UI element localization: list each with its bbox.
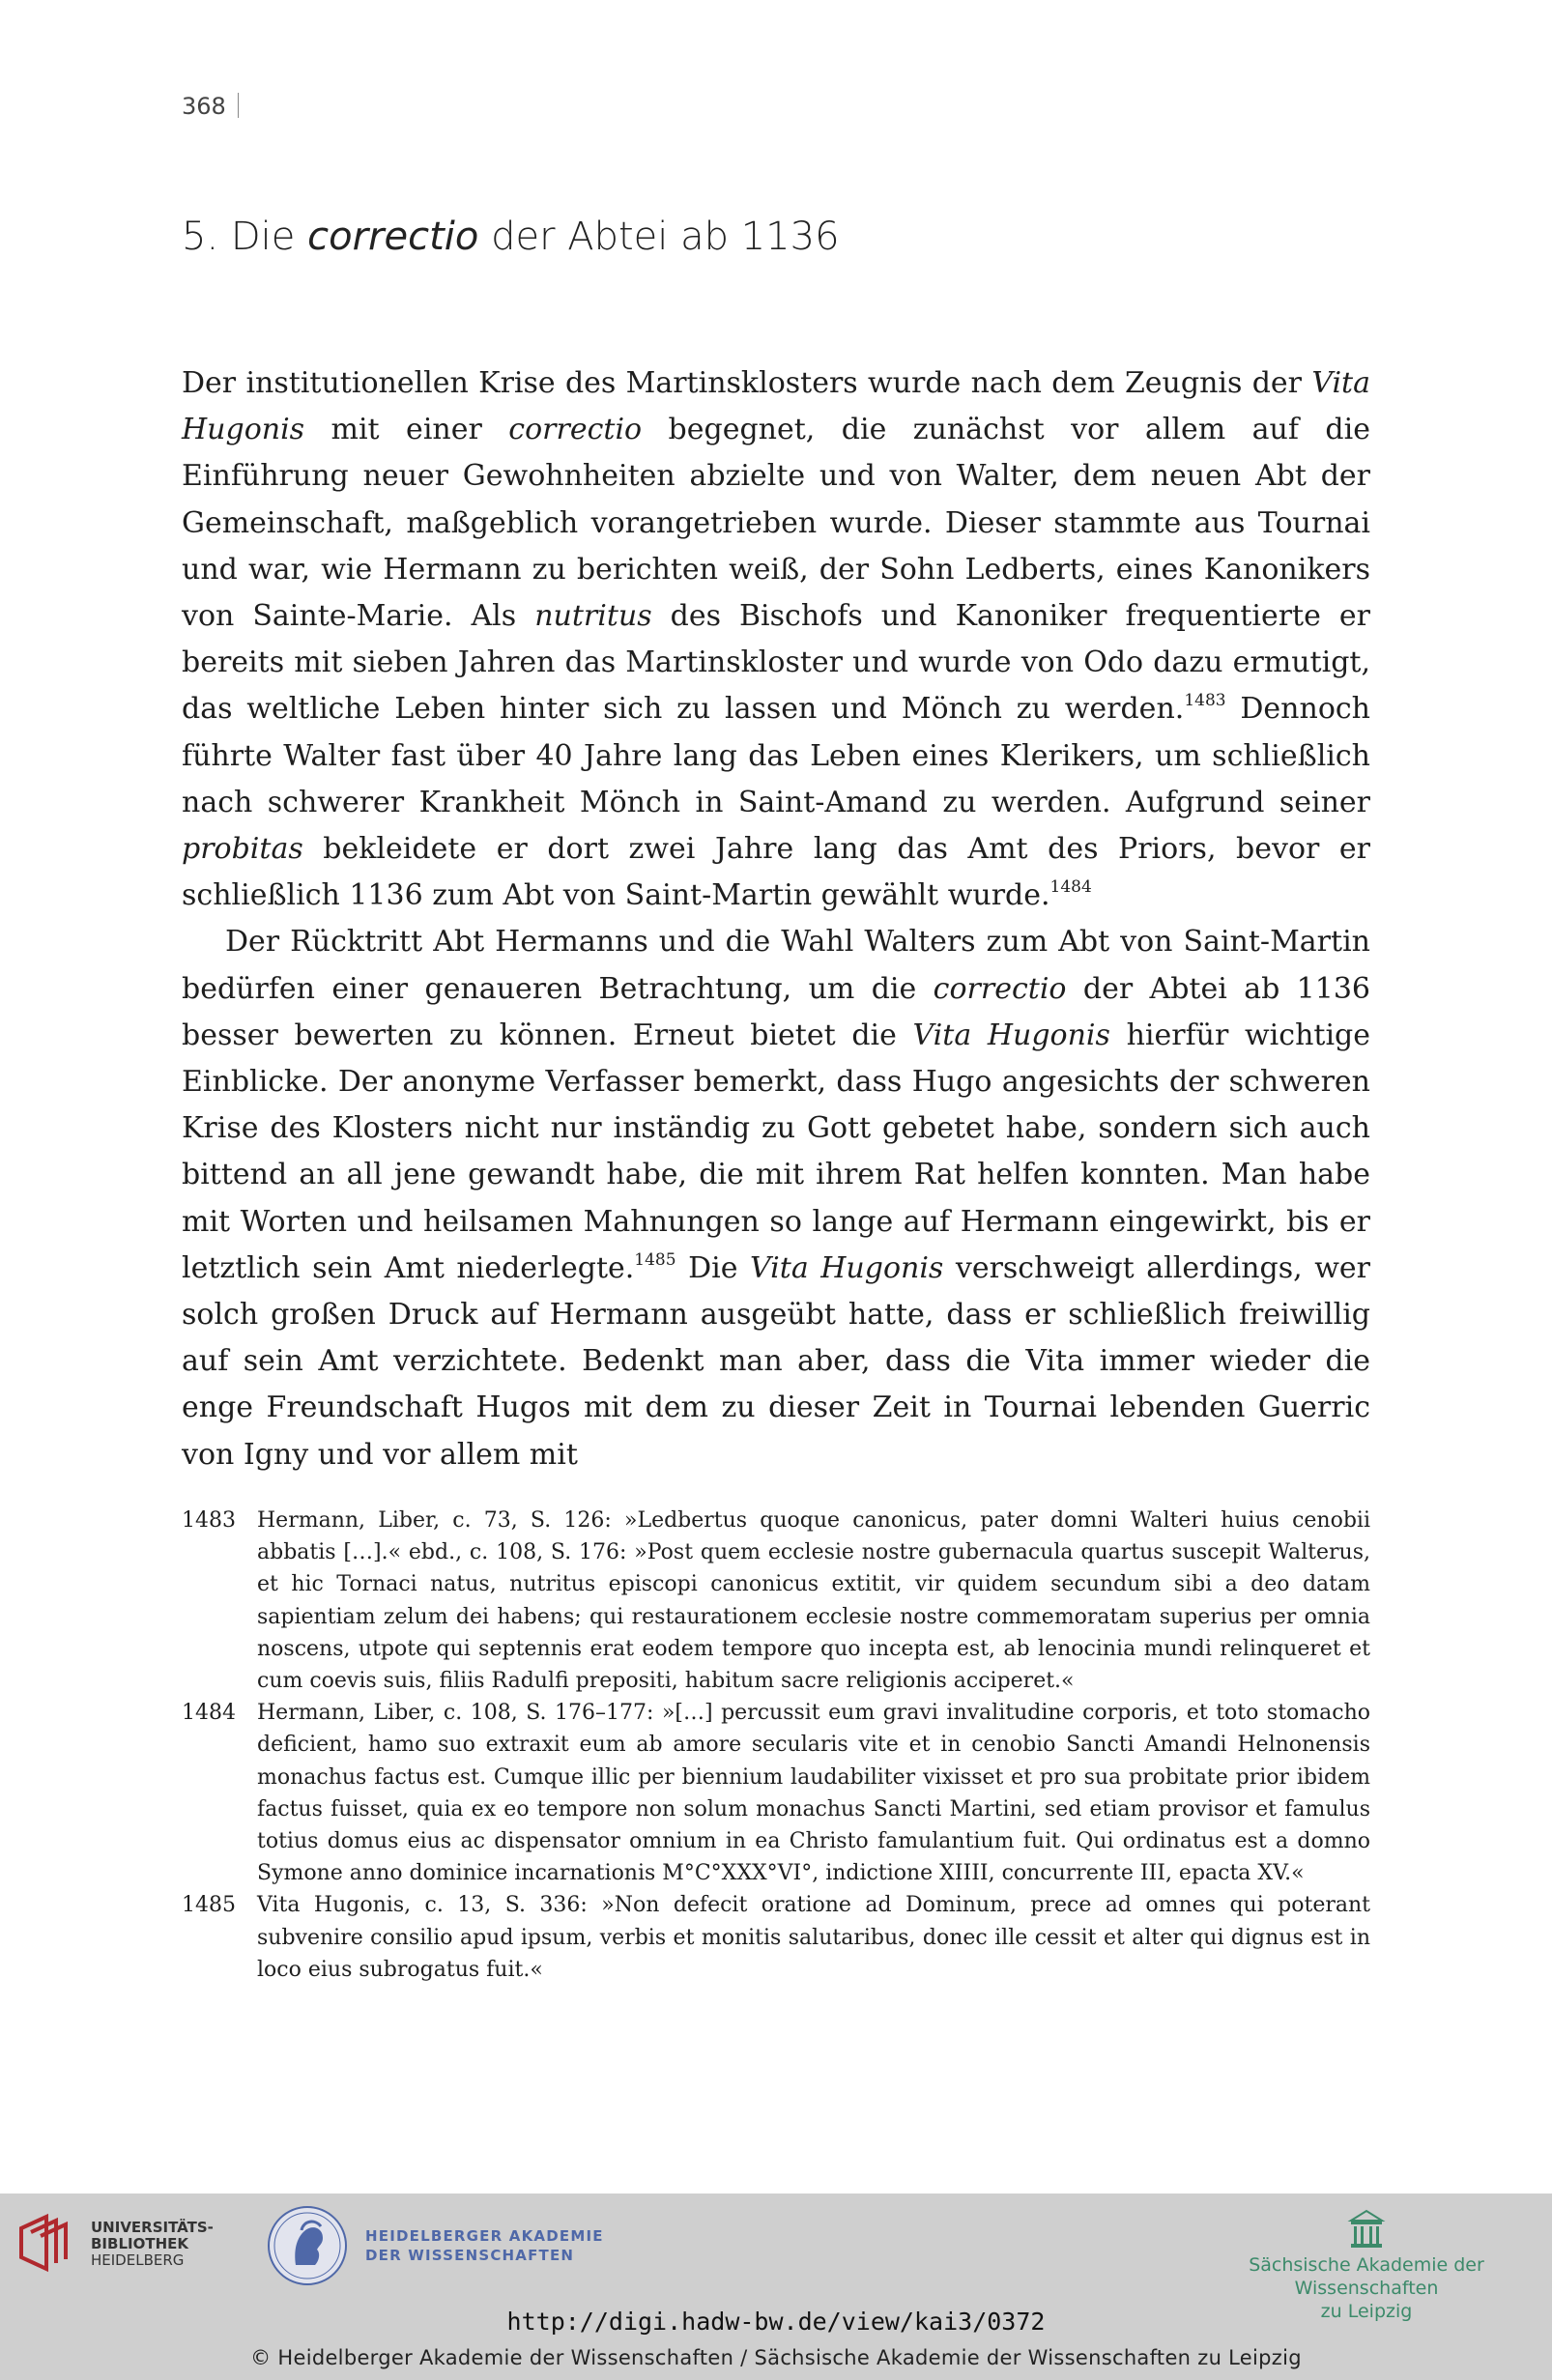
hadw-logo[interactable]: HEIDELBERGER AKADEMIE DER WISSENSCHAFTEN xyxy=(267,2205,604,2286)
footnote xyxy=(182,1697,1370,1889)
footnote-text: Vita Hugonis, c. 13, S. 336: »Non defecit oratione ad Dominum, prece ad omnes qui poterant subvenire consilio apud ipsum, verbis et monitis salutaribus, donec ille cessit et alter qui dignus est in loco eius subrogatus fuit.« xyxy=(257,1893,1370,1982)
copyright-notice: © Heidelberger Akademie der Wissenschaften / Sächsische Akademie der Wissenschaften zu Leipzig xyxy=(250,2346,1302,2369)
section-heading: 5. Die correctio der Abtei ab 1136 xyxy=(182,215,840,259)
paragraph-2: Der Rücktritt Abt Hermanns und die Wahl Walters zum Abt von Saint-Martin bedürfen einer genaueren Betrachtung, um die correctio der Abtei ab 1136 besser bewerten zu können. Erneut bietet die Vita Hugonis hierfür wichtige Einblicke. Der anonyme Verfasser bemerkt, dass Hugo angesichts der schweren Krise des Klosters nicht nur inständig zu Gott gebetet habe, sondern sich auch bittend an all jene gewandt habe, die mit ihrem Rat helfen konnten. Man habe mit Worten und heilsamen Mahnungen so lange auf Hermann eingewirkt, bis er letztlich sein Amt niederlegte.$^{1485}$ Die Vita Hugonis verschweigt allerdings, wer solch großen Druck auf Hermann ausgeübt hatte, dass er schließlich freiwillig auf sein Amt verzichtete. Bedenkt man aber, dass die Vita immer wieder die enge Freundschaft Hugos mit dem zu dieser Zeit in Tournai lebenden Guerric von Igny und vor allem mit xyxy=(182,925,1371,1472)
footnote xyxy=(182,1889,1370,1986)
paragraph-1: Der institutionellen Krise des Martinsklosters wurde nach dem Zeugnis der Vita Hugonis mit einer correctio begegnet, die zunächst vor allem auf die Einführung neuer Gewohnheiten abzielte und von Walter, dem neuen Abt der Gemeinschaft, maßgeblich vorangetrieben wurde. Dieser stammte aus Tournai und war, wie Hermann zu berichten weiß, der Sohn Ledberts, eines Kanonikers von Sainte-Marie. Als nutritus des Bischofs und Kanoniker frequentierte er bereits mit sieben Jahren das Martinskloster und wurde von Odo dazu ermutigt, das weltliche Leben hinter sich zu lassen und Mönch zu werden.$^{1483}$ Dennoch führte Walter fast über 40 Jahre lang das Leben eines Klerikers, um schließlich nach schwerer Krankheit Mönch in Saint-Amand zu werden. Aufgrund seiner probitas bekleidete er dort zwei Jahre lang das Amt des Priors, bevor er schließlich 1136 zum Abt von Saint-Martin gewählt wurde.$^{1484}$ xyxy=(182,366,1371,913)
footnote xyxy=(182,1505,1370,1697)
footnotes xyxy=(182,1505,1370,1986)
footnote-ref-1485[interactable]: 1485 xyxy=(634,1249,676,1270)
footnote-text: Hermann, Liber, c. 73, S. 126: »Ledbertus quoque canonicus, pater domni Walteri huius cenobii abbatis […].« ebd., c. 108, S. 176: »Post quem ecclesie nostre gubernacula quartus suscepit Walterus, et hic Tornaci natus, nutritus episcopi canonicus extitit, vir quidem secundum sibi a deo datam sapientiam zelum dei habens; qui restaurationem ecclesie nostre commemoratam superius per omnia noscens, utpote qui septennis erat eodem tempore quo incepta est, ab lenocinia mundi relinqueret et cum coevis suis, filiis Radulfi prepositi, habitum sacre religionis acciperet.« xyxy=(257,1508,1370,1694)
footnote-text: Hermann, Liber, c. 108, S. 176–177: »[…] percussit eum gravi invalitudine corporis, et toto stomacho deficient, hamo suo extraxit eum ab amore secularis vite et in cenobio Sancti Amandi Helnonensis monachus factus est. Cumque illic per biennium laudabiliter vixisset et pro sua probitate prior ibidem factus fuisset, quia ex eo tempore non solum monachus Sancti Martini, sed etiam provisor et famulus totius domus eius ac dispensator omnium in ea Christo famulantium fuit. Qui ordinatus est a domno Symone anno dominice incarnationis M°C°XXX°VI°, indictione XIIII, concurrente III, epacta XV.« xyxy=(257,1701,1370,1886)
permalink-url[interactable]: http://digi.hadw-bw.de/view/kai3/0372 xyxy=(506,2308,1046,2336)
ub-logo-icon xyxy=(17,2213,81,2275)
footnote-number: 1485 xyxy=(182,1893,236,1918)
page-number-divider xyxy=(238,93,239,118)
footnote-number: 1484 xyxy=(182,1701,236,1726)
saw-building-icon xyxy=(1347,2207,1386,2250)
page-number: 368 xyxy=(182,93,239,120)
ub-heidelberg-logo[interactable]: UNIVERSITÄTS- BIBLIOTHEK HEIDELBERG xyxy=(17,2213,214,2275)
footnote-ref-1483[interactable]: 1483 xyxy=(1184,691,1226,711)
viewer-footer xyxy=(0,2194,1552,2380)
athena-medallion-icon xyxy=(267,2205,348,2286)
body-text xyxy=(182,360,1370,1478)
footnote-ref-1484[interactable]: 1484 xyxy=(1049,877,1092,898)
footnote-number: 1483 xyxy=(182,1508,236,1533)
saw-leipzig-logo[interactable]: Sächsische Akademie der Wissenschaften zu Leipzig xyxy=(1202,2207,1531,2323)
